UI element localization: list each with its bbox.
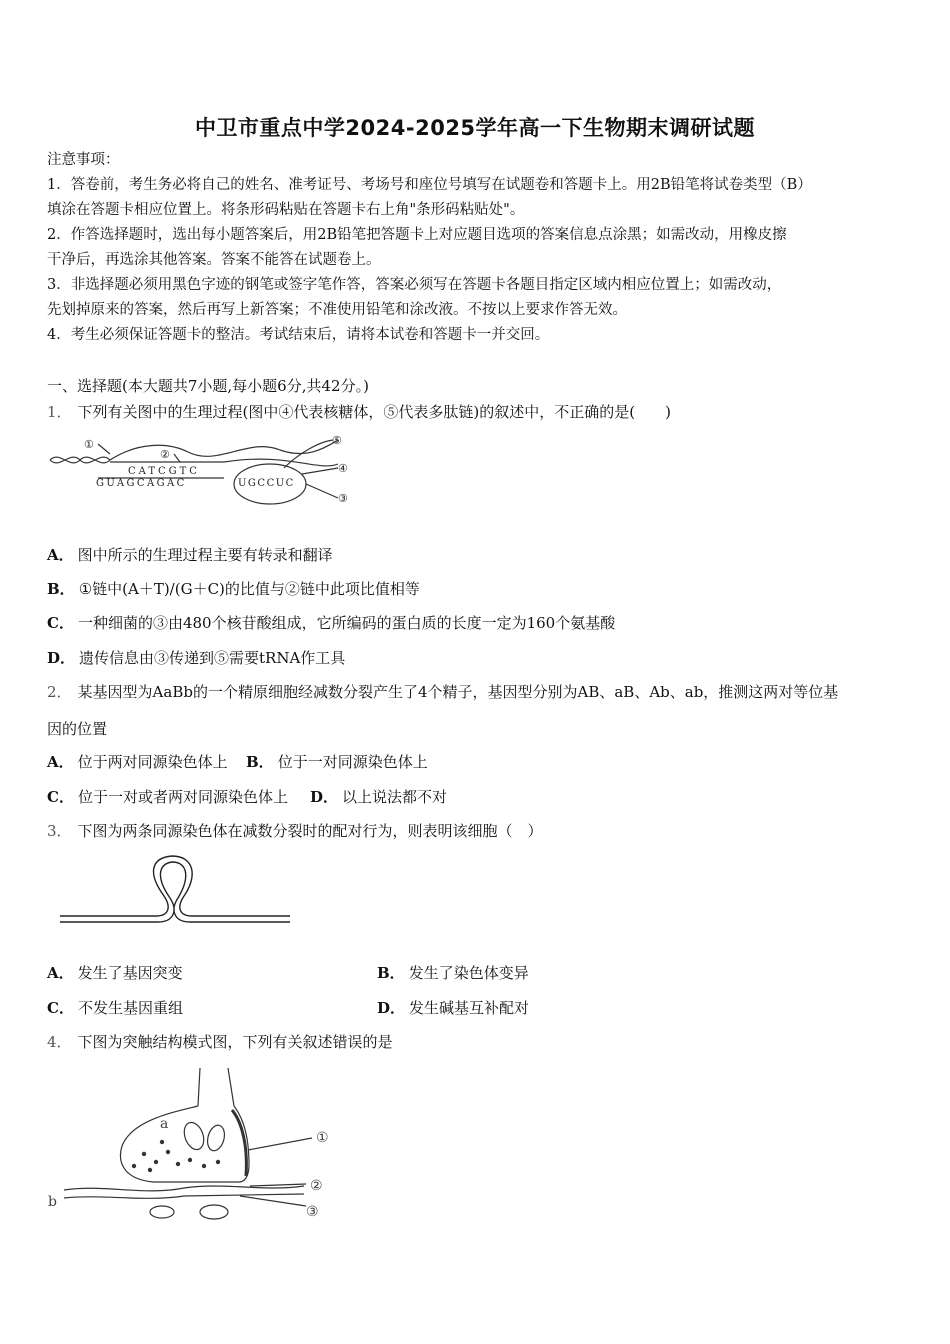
label-b: b [48, 1194, 57, 1210]
question-number: 3． [47, 822, 72, 840]
label-2: ② [160, 448, 170, 461]
synapse-figure [44, 1066, 344, 1226]
notice-block [47, 148, 812, 348]
notice-line: 4．考生必须保证答题卡的整洁。考试结束后，请将本试卷和答题卡一并交回。 [47, 327, 550, 343]
label-1: ① [316, 1130, 329, 1146]
question-4-stem: 4． 下图为突触结构模式图，下列有关叙述错误的是 [47, 1033, 393, 1051]
notice-line: 干净后，再选涂其他答案。答案不能答在试题卷上。 [47, 252, 381, 268]
q2-option-b[interactable]: B． 位于一对同源染色体上 [246, 753, 428, 771]
question-3-stem: 3． 下图为两条同源染色体在减数分裂时的配对行为，则表明该细胞（ ） [47, 822, 543, 840]
question-number: 1． [47, 403, 72, 421]
label-2: ② [310, 1178, 323, 1194]
label-5: ⑤ [332, 434, 342, 447]
q2-option-c[interactable]: C． 位于一对或者两对同源染色体上 [47, 788, 288, 806]
q1-option-b[interactable]: B． ①链中(A＋T)/(G＋C)的比值与②链中此项比值相等 [47, 580, 420, 598]
question-2-stem: 2． 某基因型为AaBb的一个精原细胞经减数分裂产生了4个精子，基因型分别为AB、aB、Ab、ab，推测这两对等位基 [47, 683, 839, 701]
q2-option-a[interactable]: A． 位于两对同源染色体上 [47, 753, 228, 771]
label-3: ③ [306, 1204, 319, 1220]
label-a: a [160, 1116, 169, 1132]
question-1-stem: 1． 下列有关图中的生理过程(图中④代表核糖体，⑤代表多肽链)的叙述中，不正确的是( ) [47, 403, 671, 421]
q1-option-d[interactable]: D． 遗传信息由③传递到⑤需要tRNA作工具 [47, 649, 346, 667]
question-2-stem-cont: 因的位置 [47, 720, 108, 738]
dna-sequence-bottom: GUAGCAGAC [96, 478, 187, 489]
label-4: ④ [338, 462, 348, 475]
q2-option-d[interactable]: D． 以上说法都不对 [310, 788, 448, 806]
q1-option-c[interactable]: C． 一种细菌的③由480个核苷酸组成，它所编码的蛋白质的长度一定为160个氨基酸 [47, 614, 616, 632]
notice-line: 1．答卷前，考生务必将自己的姓名、准考证号、考场号和座位号填写在试题卷和答题卡上。用2B铅笔将试卷类型（B） [47, 177, 812, 193]
q1-option-a[interactable]: A． 图中所示的生理过程主要有转录和翻译 [47, 546, 333, 564]
page-title: 中卫市重点中学2024-2025学年高一下生物期末调研试题 [194, 116, 756, 140]
q3-option-c[interactable]: C． 不发生基因重组 [47, 999, 183, 1017]
chromosome-loop-figure [58, 850, 293, 935]
q3-option-b[interactable]: B． 发生了染色体变异 [377, 964, 529, 982]
notice-line: 填涂在答题卡相应位置上。将条形码粘贴在答题卡右上角"条形码粘贴处"。 [47, 202, 525, 218]
question-number: 2． [47, 683, 72, 701]
notice-line: 先划掉原来的答案，然后再写上新答案；不准使用铅笔和涂改液。不按以上要求作答无效。 [47, 302, 627, 318]
notice-line: 2．作答选择题时，选出每小题答案后，用2B铅笔把答题卡上对应题目选项的答案信息点涂黑；如需改动，用橡皮擦 [47, 227, 787, 243]
notice-line: 3．非选择题必须用黑色字迹的钢笔或签字笔作答，答案必须写在答题卡各题目指定区域内相应位置上；如需改动， [47, 277, 782, 293]
q3-option-d[interactable]: D． 发生碱基互补配对 [377, 999, 530, 1017]
question-number: 4． [47, 1033, 72, 1051]
section-heading: 一、选择题(本大题共7小题,每小题6分,共42分。) [47, 377, 369, 395]
notice-header: 注意事项： [47, 152, 120, 168]
transcription-translation-figure [48, 432, 368, 512]
label-3: ③ [338, 492, 348, 505]
q3-option-a[interactable]: A． 发生了基因突变 [47, 964, 183, 982]
label-1: ① [84, 438, 94, 451]
mrna-sequence: UGCCUC [238, 478, 295, 489]
dna-sequence-top: CATCGTC [128, 466, 200, 477]
